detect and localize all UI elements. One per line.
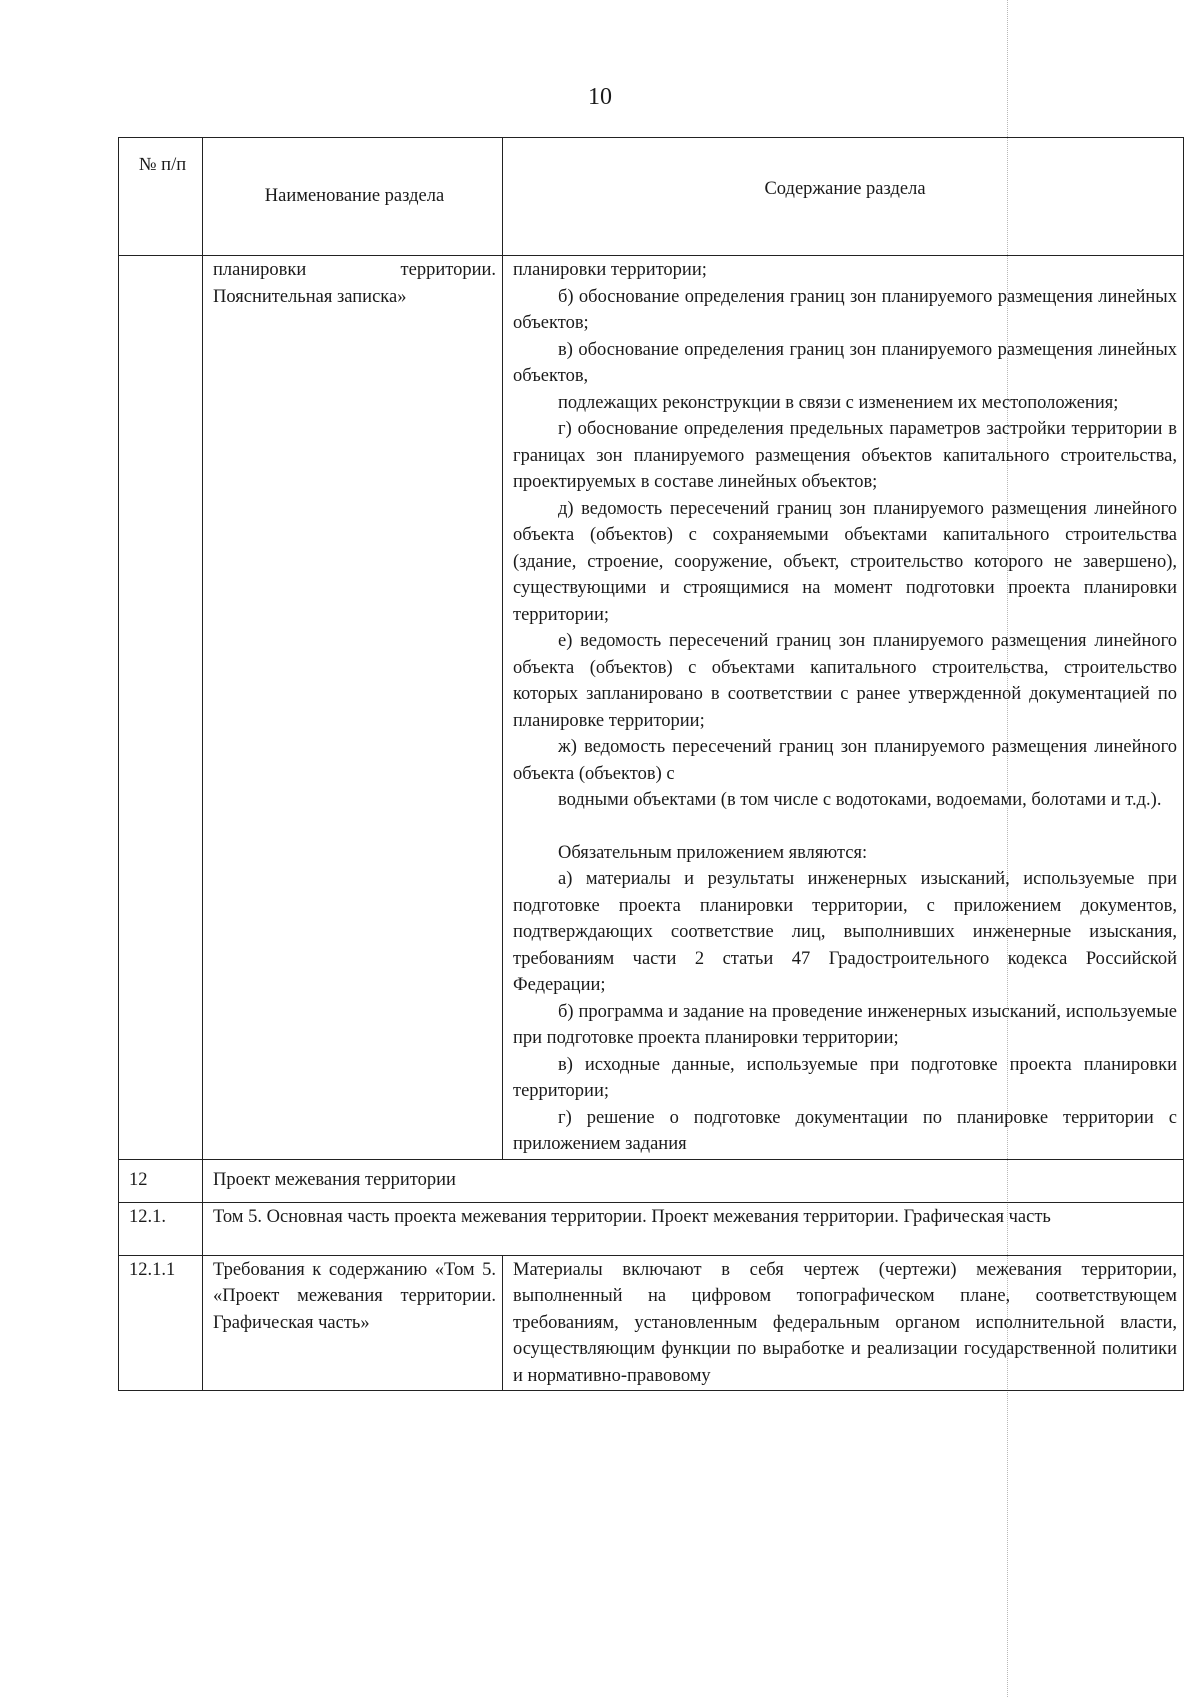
cell-num — [119, 256, 203, 1160]
table-row-12-1 — [119, 1202, 1184, 1255]
table-row-12-1-1 — [119, 1255, 1184, 1391]
content-paragraph: а) материалы и результаты инженерных изысканий, используемые при подготовке проекта планировки территории, с приложением документов, подтверждающих соответствие лиц, выполнивших инженерные изыскания, требованиям части 2 статьи 47 Градостроительного кодекса Российской Федерации; — [513, 869, 1177, 995]
content-paragraph: водными объектами (в том числе с водотоками, водоемами, болотами и т.д.). — [558, 790, 1162, 810]
header-content: Содержание раздела — [503, 138, 1184, 256]
header-num: № п/п — [119, 138, 203, 256]
requirements-table — [118, 137, 1184, 1391]
cell-num: 12.1.1 — [119, 1255, 203, 1391]
cell-section-title: Проект межевания территории — [203, 1159, 1184, 1202]
content-paragraph: е) ведомость пересечений границ зон планируемого размещения линейного объекта (объектов) с объектами капитального строительства, строительство которых запланировано в соответствии с ранее утвержденной документацией по планировке территории; — [513, 631, 1177, 731]
page-number: 10 — [588, 84, 612, 110]
header-name: Наименование раздела — [203, 138, 503, 256]
content-paragraph: б) обоснование определения границ зон планируемого размещения линейных объектов; — [513, 286, 1177, 333]
cell-num: 12.1. — [119, 1202, 203, 1255]
cell-content: Материалы включают в себя чертеж (чертежи) межевания территории, выполненный на цифровом топографическом плане, соответствующем требованиям, установленным федеральным органом исполнительной власти, осуществляющим функции по выработке и реализации государственной политики и нормативно-правовому — [503, 1255, 1184, 1391]
content-spacer — [513, 814, 1177, 840]
content-paragraph: планировки территории; — [513, 260, 707, 280]
table-row-12 — [119, 1159, 1184, 1202]
content-paragraph: г) решение о подготовке документации по планировке территории с приложением задания — [513, 1107, 1177, 1154]
content-paragraph: в) исходные данные, используемые при подготовке проекта планировки территории; — [513, 1054, 1177, 1101]
table-header-row — [119, 138, 1184, 256]
content-paragraph: в) обоснование определения границ зон планируемого размещения линейных объектов, — [513, 339, 1177, 386]
cell-name — [203, 256, 503, 1160]
content-paragraph: Обязательным приложением являются: — [558, 842, 868, 863]
cell-content — [503, 256, 1184, 1160]
content-paragraph: д) ведомость пересечений границ зон планируемого размещения линейного объекта (объектов) с сохраняемыми объектами капитального строительства (здание, строение, сооружение, объект, строительство которого не завершено), существующими и строящимися на момент подготовки проекта планировки территории; — [513, 498, 1177, 625]
content-paragraph: б) программа и задание на проведение инженерных изысканий, используемые при подготовке проекта планировки территории; — [513, 1001, 1177, 1048]
content-paragraph: г) обоснование определения предельных параметров застройки территории в границах зон планируемого размещения объектов капитального строительства, проектируемых в составе линейных объектов; — [513, 419, 1177, 492]
table-row-continued — [119, 256, 1184, 1160]
cell-name-text: планировки территории. Пояснительная записка» — [213, 260, 496, 307]
cell-section-title: Том 5. Основная часть проекта межевания территории. Проект межевания территории. Графическая часть — [203, 1202, 1184, 1255]
content-paragraph: подлежащих реконструкции в связи с изменением их местоположения; — [558, 392, 1119, 413]
content-paragraph: ж) ведомость пересечений границ зон планируемого размещения линейного объекта (объектов) с — [513, 737, 1177, 784]
cell-num: 12 — [119, 1159, 203, 1202]
cell-name: Требования к содержанию «Том 5. «Проект межевания территории. Графическая часть» — [203, 1255, 503, 1391]
